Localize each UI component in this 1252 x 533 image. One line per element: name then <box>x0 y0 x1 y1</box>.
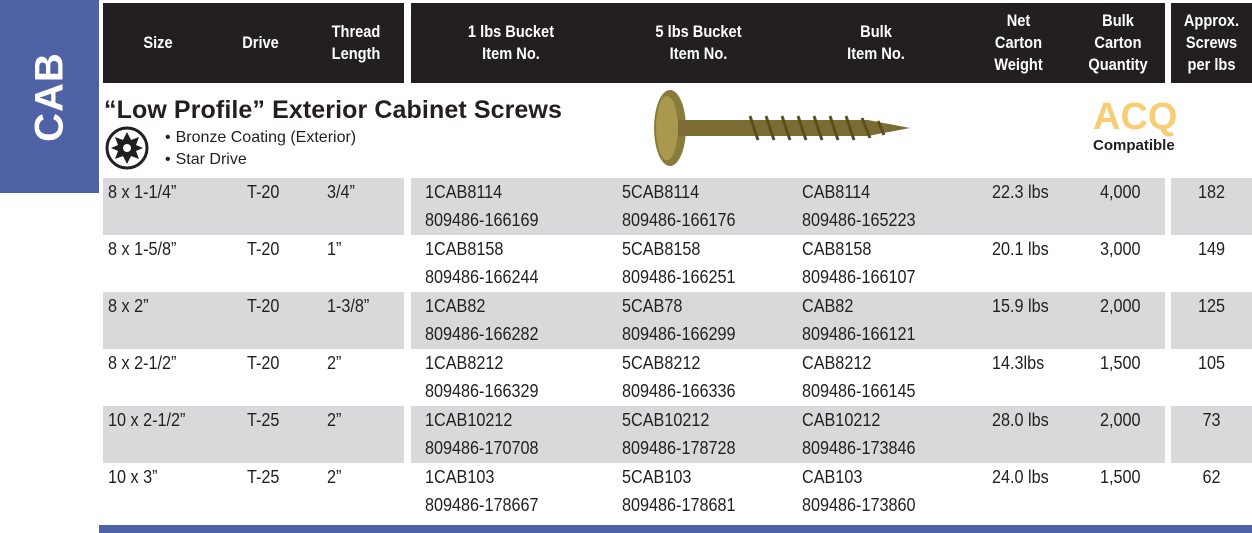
cell-bulk-upc: 809486-166121 <box>802 324 916 344</box>
cabinet-screw-image <box>640 86 912 180</box>
cell-size: 10 x 3” <box>108 467 158 487</box>
cell-bucket1-upc: 809486-178667 <box>425 495 539 515</box>
bullet-drive: • Star Drive <box>165 151 247 169</box>
cell-screws-per-lb: 149 <box>1197 239 1226 259</box>
cell-thread: 1” <box>327 239 342 259</box>
cell-bucket1-item: 1CAB82 <box>425 296 486 316</box>
cell-bulk-upc: 809486-165223 <box>802 210 916 230</box>
cell-drive: T-20 <box>247 296 280 316</box>
cell-net-weight: 14.3lbs <box>992 353 1045 373</box>
cell-bulk-qty: 2,000 <box>1100 410 1141 430</box>
cell-drive: T-25 <box>247 467 280 487</box>
cell-bucket5-upc: 809486-166176 <box>622 210 736 230</box>
header-bucket1: 1 lbs Bucket Item No. <box>467 22 555 63</box>
cell-bulk-item: CAB103 <box>802 467 863 487</box>
cell-net-weight: 15.9 lbs <box>992 296 1049 316</box>
cell-bulk-qty: 1,500 <box>1100 467 1141 487</box>
cell-bulk-qty: 2,000 <box>1100 296 1141 316</box>
cell-size: 8 x 2-1/2” <box>108 353 177 373</box>
cell-bucket1-upc: 809486-166169 <box>425 210 539 230</box>
cell-bulk-upc: 809486-166107 <box>802 267 916 287</box>
cell-bucket1-upc: 809486-166329 <box>425 381 539 401</box>
cell-drive: T-25 <box>247 410 280 430</box>
header-bulk-quantity: Bulk Carton Quantity <box>1088 11 1148 74</box>
cell-bulk-qty: 4,000 <box>1100 182 1141 202</box>
cell-bucket5-upc: 809486-178728 <box>622 438 736 458</box>
cell-net-weight: 20.1 lbs <box>992 239 1049 259</box>
header-net-weight: Net Carton Weight <box>994 11 1043 74</box>
cell-net-weight: 28.0 lbs <box>992 410 1049 430</box>
cell-bucket5-upc: 809486-166251 <box>622 267 736 287</box>
cell-bucket5-upc: 809486-166299 <box>622 324 736 344</box>
cell-bucket5-item: 5CAB103 <box>622 467 692 487</box>
cell-bulk-item: CAB10212 <box>802 410 881 430</box>
header-bucket5: 5 lbs Bucket Item No. <box>655 22 742 63</box>
product-title: “Low Profile” Exterior Cabinet Screws <box>104 96 562 124</box>
cell-bulk-item: CAB8158 <box>802 239 872 259</box>
cell-screws-per-lb: 182 <box>1197 182 1226 202</box>
header-size: Size <box>143 33 173 52</box>
bullet-coating: • Bronze Coating (Exterior) <box>165 129 356 147</box>
cell-bucket1-item: 1CAB10212 <box>425 410 513 430</box>
cell-bucket5-item: 5CAB8158 <box>622 239 701 259</box>
header-thread-length: Thread Length <box>331 22 381 63</box>
category-tab-label: CAB <box>27 51 71 142</box>
cell-screws-per-lb: 125 <box>1197 296 1226 316</box>
cell-bucket1-item: 1CAB8212 <box>425 353 504 373</box>
cell-bucket5-upc: 809486-166336 <box>622 381 736 401</box>
cell-drive: T-20 <box>247 353 280 373</box>
bottom-accent-bar <box>99 525 1252 533</box>
cell-size: 8 x 2” <box>108 296 149 316</box>
acq-compatible-label: Compatible <box>1093 137 1175 154</box>
cell-thread: 3/4” <box>327 182 355 202</box>
cell-bulk-upc: 809486-173860 <box>802 495 916 515</box>
cell-drive: T-20 <box>247 182 280 202</box>
cell-bucket1-item: 1CAB8158 <box>425 239 504 259</box>
cell-bucket5-item: 5CAB8114 <box>622 182 700 202</box>
acq-label: ACQ <box>1093 96 1178 138</box>
cell-bulk-qty: 3,000 <box>1100 239 1141 259</box>
cell-bulk-item: CAB8212 <box>802 353 872 373</box>
cell-thread: 2” <box>327 410 342 430</box>
cell-screws-per-lb: 73 <box>1202 410 1221 430</box>
cell-bucket5-item: 5CAB10212 <box>622 410 710 430</box>
cell-size: 8 x 1-1/4” <box>108 182 177 202</box>
cell-screws-per-lb: 105 <box>1197 353 1226 373</box>
cell-screws-per-lb: 62 <box>1202 467 1221 487</box>
cell-bulk-qty: 1,500 <box>1100 353 1141 373</box>
cell-bulk-item: CAB82 <box>802 296 854 316</box>
cell-thread: 2” <box>327 353 342 373</box>
cell-bucket1-item: 1CAB8114 <box>425 182 503 202</box>
cell-drive: T-20 <box>247 239 280 259</box>
cell-bulk-upc: 809486-173846 <box>802 438 916 458</box>
cell-thread: 2” <box>327 467 342 487</box>
cell-size: 10 x 2-1/2” <box>108 410 186 430</box>
cell-bucket5-item: 5CAB8212 <box>622 353 701 373</box>
cell-bucket5-item: 5CAB78 <box>622 296 683 316</box>
cell-bucket1-upc: 809486-170708 <box>425 438 539 458</box>
star-drive-icon <box>105 126 149 170</box>
header-screws-per-lb: Approx. Screws per lbs <box>1183 11 1240 74</box>
cell-bucket1-upc: 809486-166244 <box>425 267 539 287</box>
cell-net-weight: 24.0 lbs <box>992 467 1049 487</box>
category-tab <box>0 0 99 193</box>
cell-bucket5-upc: 809486-178681 <box>622 495 736 515</box>
cell-bulk-item: CAB8114 <box>802 182 871 202</box>
header-block-items <box>411 3 1165 83</box>
cell-bucket1-item: 1CAB103 <box>425 467 495 487</box>
header-bulk: Bulk Item No. <box>847 22 905 63</box>
header-drive: Drive <box>242 33 279 52</box>
cell-thread: 1-3/8” <box>327 296 370 316</box>
header-block-specs <box>103 3 404 83</box>
cell-bulk-upc: 809486-166145 <box>802 381 916 401</box>
cell-size: 8 x 1-5/8” <box>108 239 177 259</box>
cell-net-weight: 22.3 lbs <box>992 182 1049 202</box>
cell-bucket1-upc: 809486-166282 <box>425 324 539 344</box>
header-block-per-lb <box>1171 3 1252 83</box>
